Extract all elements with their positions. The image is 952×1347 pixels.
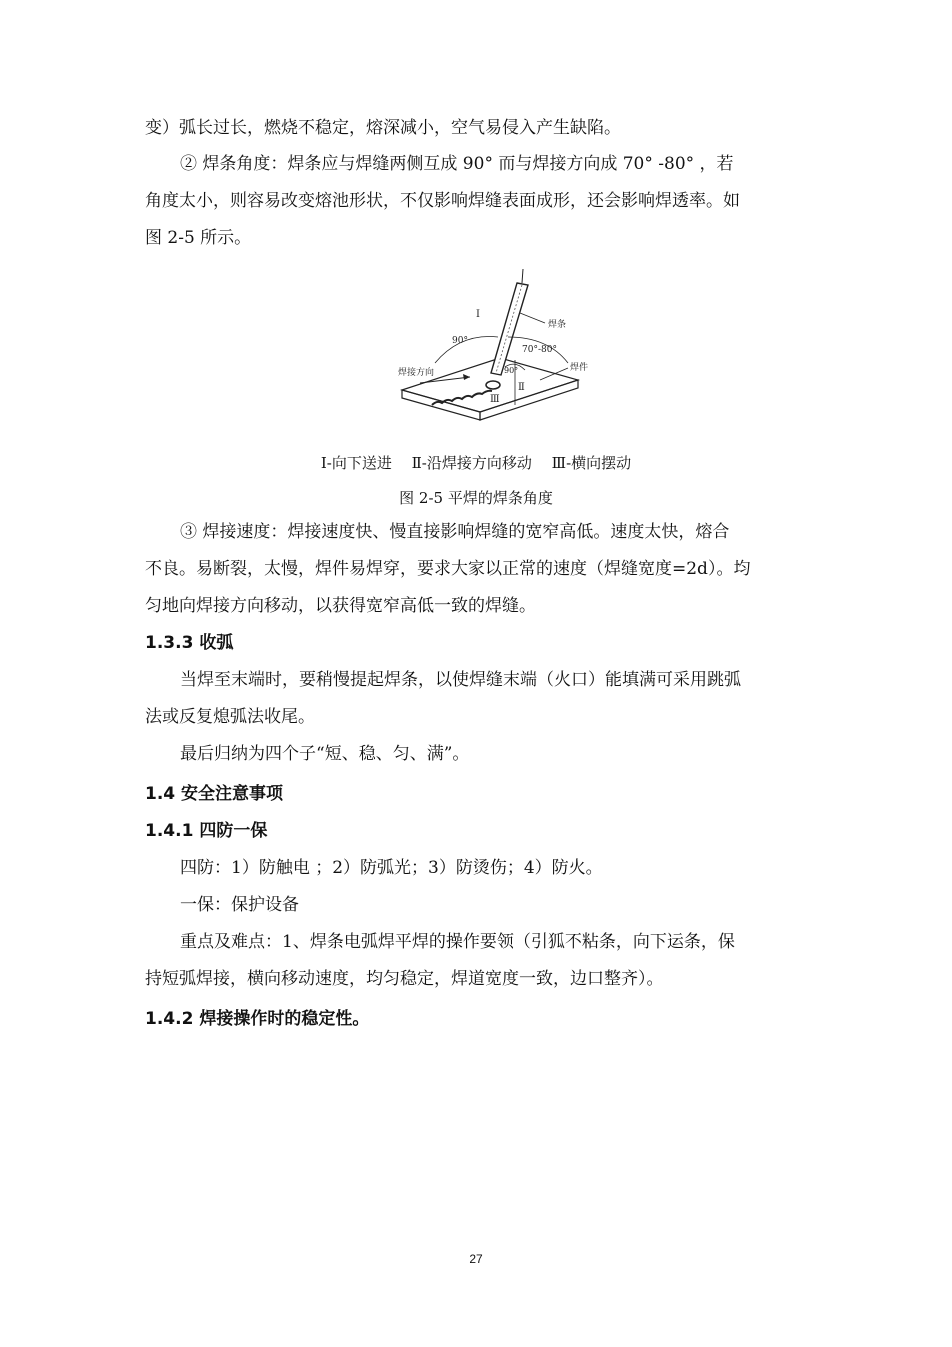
weld-bead [432, 391, 492, 405]
electrode-tip [522, 269, 523, 283]
section-heading: 1.4.2 焊接操作时的稳定性。 [145, 1009, 370, 1029]
label-angle-mid: 90° [504, 366, 519, 375]
paragraph-line: 匀地向焊接方向移动，以获得宽窄高低一致的焊缝。 [145, 596, 536, 616]
label-direction: 焊接方向 [398, 368, 435, 378]
paragraph-line: 不良。易断裂，太慢，焊件易焊穿，要求大家以正常的速度（焊缝宽度=2d）。均 [145, 559, 751, 579]
electrode-leader [520, 313, 545, 323]
workpiece-leader [540, 368, 568, 380]
paragraph-line: 持短弧焊接，横向移动速度，均匀稳定，焊道宽度一致，边口整齐）。 [145, 969, 664, 989]
electrode-core [496, 285, 522, 373]
paragraph-line: 变）弧长过长，燃烧不稳定，熔深减小，空气易侵入产生缺陷。 [145, 118, 621, 138]
label-roman-2: Ⅱ [518, 382, 525, 393]
figure-legend: Ⅰ-向下送进 Ⅱ-沿焊接方向移动 Ⅲ-横向摆动 [320, 454, 632, 472]
section-heading: 1.3.3 收弧 [145, 633, 234, 653]
label-roman-3: Ⅲ [490, 394, 500, 405]
page-number: 27 [469, 1252, 483, 1266]
paragraph-line: 角度太小，则容易改变熔池形状，不仅影响焊缝表面成形，还会影响焊透率。如 [145, 191, 740, 211]
electrode-angle-figure [380, 265, 600, 425]
paragraph-line: 法或反复熄弧法收尾。 [145, 707, 315, 727]
paragraph-line: 重点及难点：1、焊条电弧焊平焊的操作要领（引狐不粘条，向下运条，保 [180, 932, 735, 952]
section-heading: 1.4 安全注意事项 [145, 784, 284, 804]
workpiece-plate-side [402, 390, 480, 420]
paragraph-line: 最后归纳为四个子“短、稳、匀、满”。 [180, 744, 470, 764]
label-roman-1: Ⅰ [476, 309, 480, 320]
paragraph-line: 一保：保护设备 [180, 895, 299, 915]
paragraph-line: 四防：1）防触电 ；2）防弧光；3）防烫伤；4）防火。 [180, 858, 603, 878]
label-electrode: 焊条 [548, 320, 567, 330]
label-angle-range: 70°-80° [522, 345, 557, 355]
paragraph-line: 图 2-5 所示。 [145, 228, 252, 248]
label-workpiece: 焊件 [570, 363, 589, 373]
paragraph-line: ③ 焊接速度：焊接速度快、慢直接影响焊缝的宽窄高低。速度太快，熔合 [180, 522, 730, 542]
paragraph-line: 当焊至末端时，要稍慢提起焊条，以使焊缝末端（火口）能填满可采用跳弧 [180, 670, 741, 690]
direction-arrowhead [463, 374, 470, 380]
section-heading: 1.4.1 四防一保 [145, 821, 268, 841]
paragraph-line: ② 焊条角度：焊条应与焊缝两侧互成 90° 而与焊接方向成 70° -80° ，若 [180, 154, 734, 174]
weld-pool [486, 381, 500, 389]
label-angle-left: 90° [452, 336, 468, 346]
figure-caption: 图 2-5 平焊的焊条角度 [399, 489, 553, 507]
